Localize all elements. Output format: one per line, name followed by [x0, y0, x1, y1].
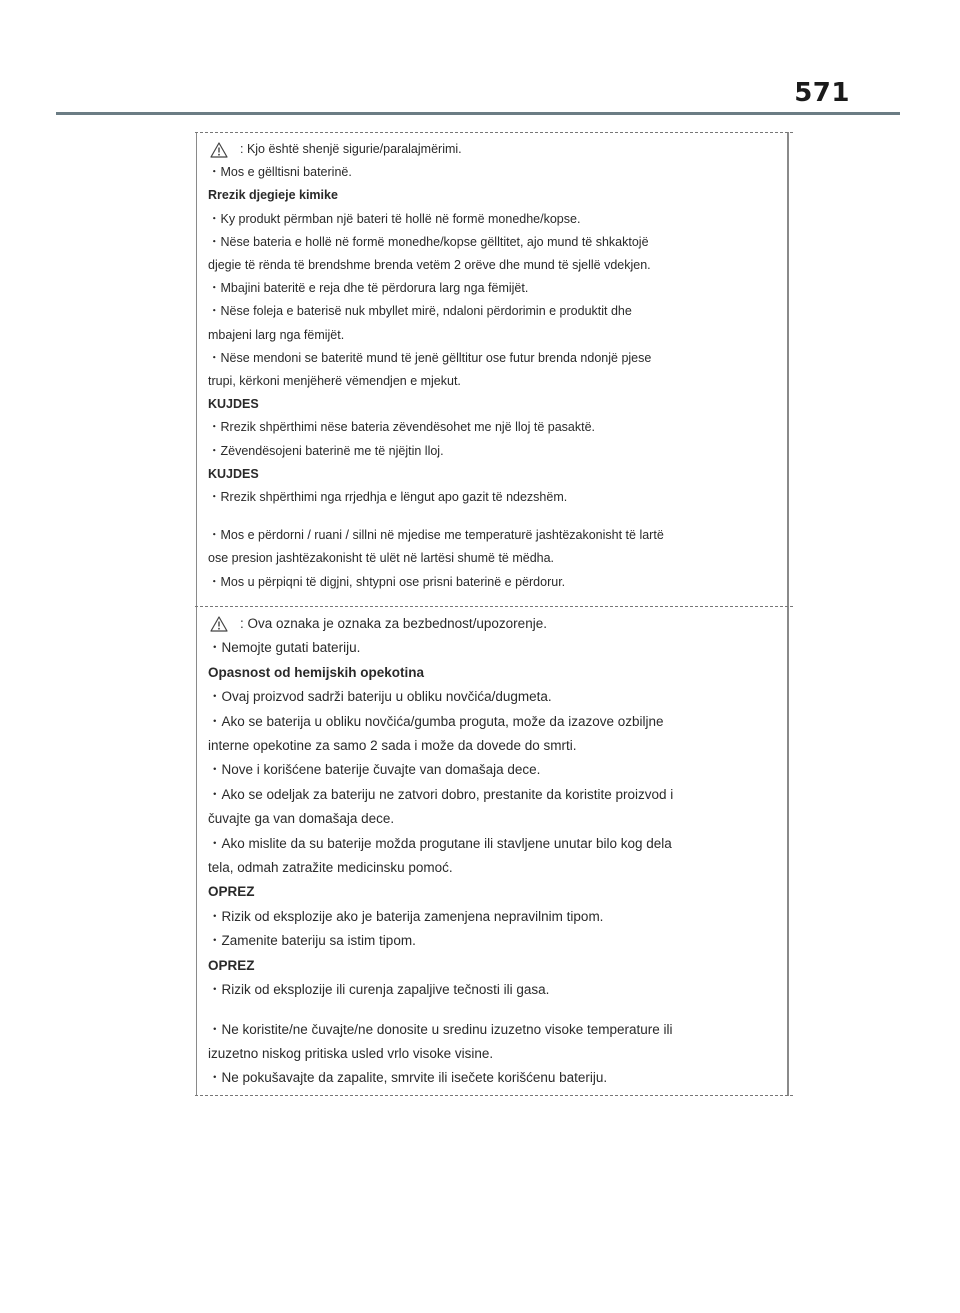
section-heading: Rrezik djegieje kimike	[208, 188, 338, 203]
text-line: ・Nëse mendoni se bateritë mund të jenë gëlltitur ose futur brenda ndonjë pjese	[208, 350, 652, 365]
text-line: interne opekotine za samo 2 sada i može da dovede do smrti.	[208, 738, 577, 754]
warning-symbol-line	[208, 138, 777, 161]
dashed-separator-middle	[195, 606, 793, 607]
text-line: ・Mos u përpiqni të digjni, shtypni ose prisni baterinë e përdorur.	[208, 574, 566, 589]
dashed-separator-bottom	[195, 1095, 793, 1096]
text-line: ・Ako mislite da su baterije možda progutane ili stavljene unutar bilo kog dela	[208, 835, 672, 851]
section-heading: KUJDES	[208, 397, 259, 412]
text-line: ・Ako se odeljak za bateriju ne zatvori dobro, prestanite da koristite proizvod i	[208, 786, 674, 802]
albanian-warning-section	[208, 138, 777, 594]
text-line: tela, odmah zatražite medicinsku pomoć.	[208, 860, 453, 876]
text-line: ・Rizik od eksplozije ili curenja zapaljive tečnosti ili gasa.	[208, 982, 550, 998]
warning-symbol-text: : Ova oznaka je oznaka za bezbednost/upozorenje.	[240, 616, 547, 631]
text-line: ・Nemojte gutati bateriju.	[208, 640, 361, 656]
text-line: ・Ne pokušavajte da zapalite, smrvite ili isečete korišćenu bateriju.	[208, 1070, 608, 1086]
text-line: ・Rizik od eksplozije ako je baterija zamenjena nepravilnim tipom.	[208, 908, 604, 924]
text-line: ・Mbajini bateritë e reja dhe të përdorura larg nga fëmijët.	[208, 281, 529, 296]
text-line: ・Mos e përdorni / ruani / sillni në mjedise me temperaturë jashtëzakonisht të lartë	[208, 528, 664, 543]
text-line: trupi, kërkoni menjëherë vëmendjen e mjekut.	[208, 374, 461, 389]
text-line: ・Zëvendësojeni baterinë me të njëjtin lloj.	[208, 443, 444, 458]
section-heading: OPREZ	[208, 884, 255, 900]
text-line: ・Rrezik shpërthimi nëse bateria zëvendësohet me një lloj të pasaktë.	[208, 420, 596, 435]
header-rule	[56, 112, 900, 115]
text-line: ・Rrezik shpërthimi nga rrjedhja e lëngut apo gazit të ndezshëm.	[208, 490, 568, 505]
text-line: ・Nëse bateria e hollë në formë monedhe/kopse gëlltitet, ajo mund të shkaktojë	[208, 234, 649, 249]
page-number: 571	[794, 78, 850, 108]
text-line: djegie të rënda të brendshme brenda vetëm 2 orëve dhe mund të sjellë vdekjen.	[208, 258, 651, 273]
warning-symbol-text: : Kjo është shenjë sigurie/paralajmërimi.	[240, 142, 462, 156]
text-line: ・Nëse foleja e baterisë nuk mbyllet mirë, ndaloni përdorimin e produktit dhe	[208, 304, 632, 319]
paragraph-gap	[208, 509, 777, 524]
text-line: ・Ky produkt përmban një bateri të hollë në formë monedhe/kopse.	[208, 211, 581, 226]
text-line: mbajeni larg nga fëmijët.	[208, 327, 345, 342]
text-line: čuvajte ga van domašaja dece.	[208, 811, 395, 827]
warning-triangle-icon	[210, 142, 228, 158]
text-line: ・Ovaj proizvod sadrži bateriju u obliku novčića/dugmeta.	[208, 689, 552, 705]
section-heading: Opasnost od hemijskih opekotina	[208, 664, 425, 680]
serbian-warning-section	[208, 612, 777, 1091]
battery-safety-notice-box	[196, 132, 789, 1096]
dashed-separator-top	[195, 132, 793, 133]
warning-triangle-icon	[210, 616, 228, 632]
text-line: ose presion jashtëzakonisht të ulët në lartësi shumë të mëdha.	[208, 551, 555, 566]
section-heading: KUJDES	[208, 466, 259, 481]
warning-symbol-line	[208, 612, 777, 636]
paragraph-gap	[208, 1003, 777, 1018]
text-line: ・Nove i korišćene baterije čuvajte van domašaja dece.	[208, 762, 541, 778]
text-line: ・Mos e gëlltisni baterinë.	[208, 165, 352, 180]
section-heading: OPREZ	[208, 957, 255, 973]
text-line: ・Ako se baterija u obliku novčića/gumba proguta, može da izazove ozbiljne	[208, 713, 664, 729]
text-line: izuzetno niskog pritiska usled vrlo visoke visine.	[208, 1045, 494, 1061]
text-line: ・Zamenite bateriju sa istim tipom.	[208, 933, 416, 949]
text-line: ・Ne koristite/ne čuvajte/ne donosite u sredinu izuzetno visoke temperature ili	[208, 1021, 673, 1037]
